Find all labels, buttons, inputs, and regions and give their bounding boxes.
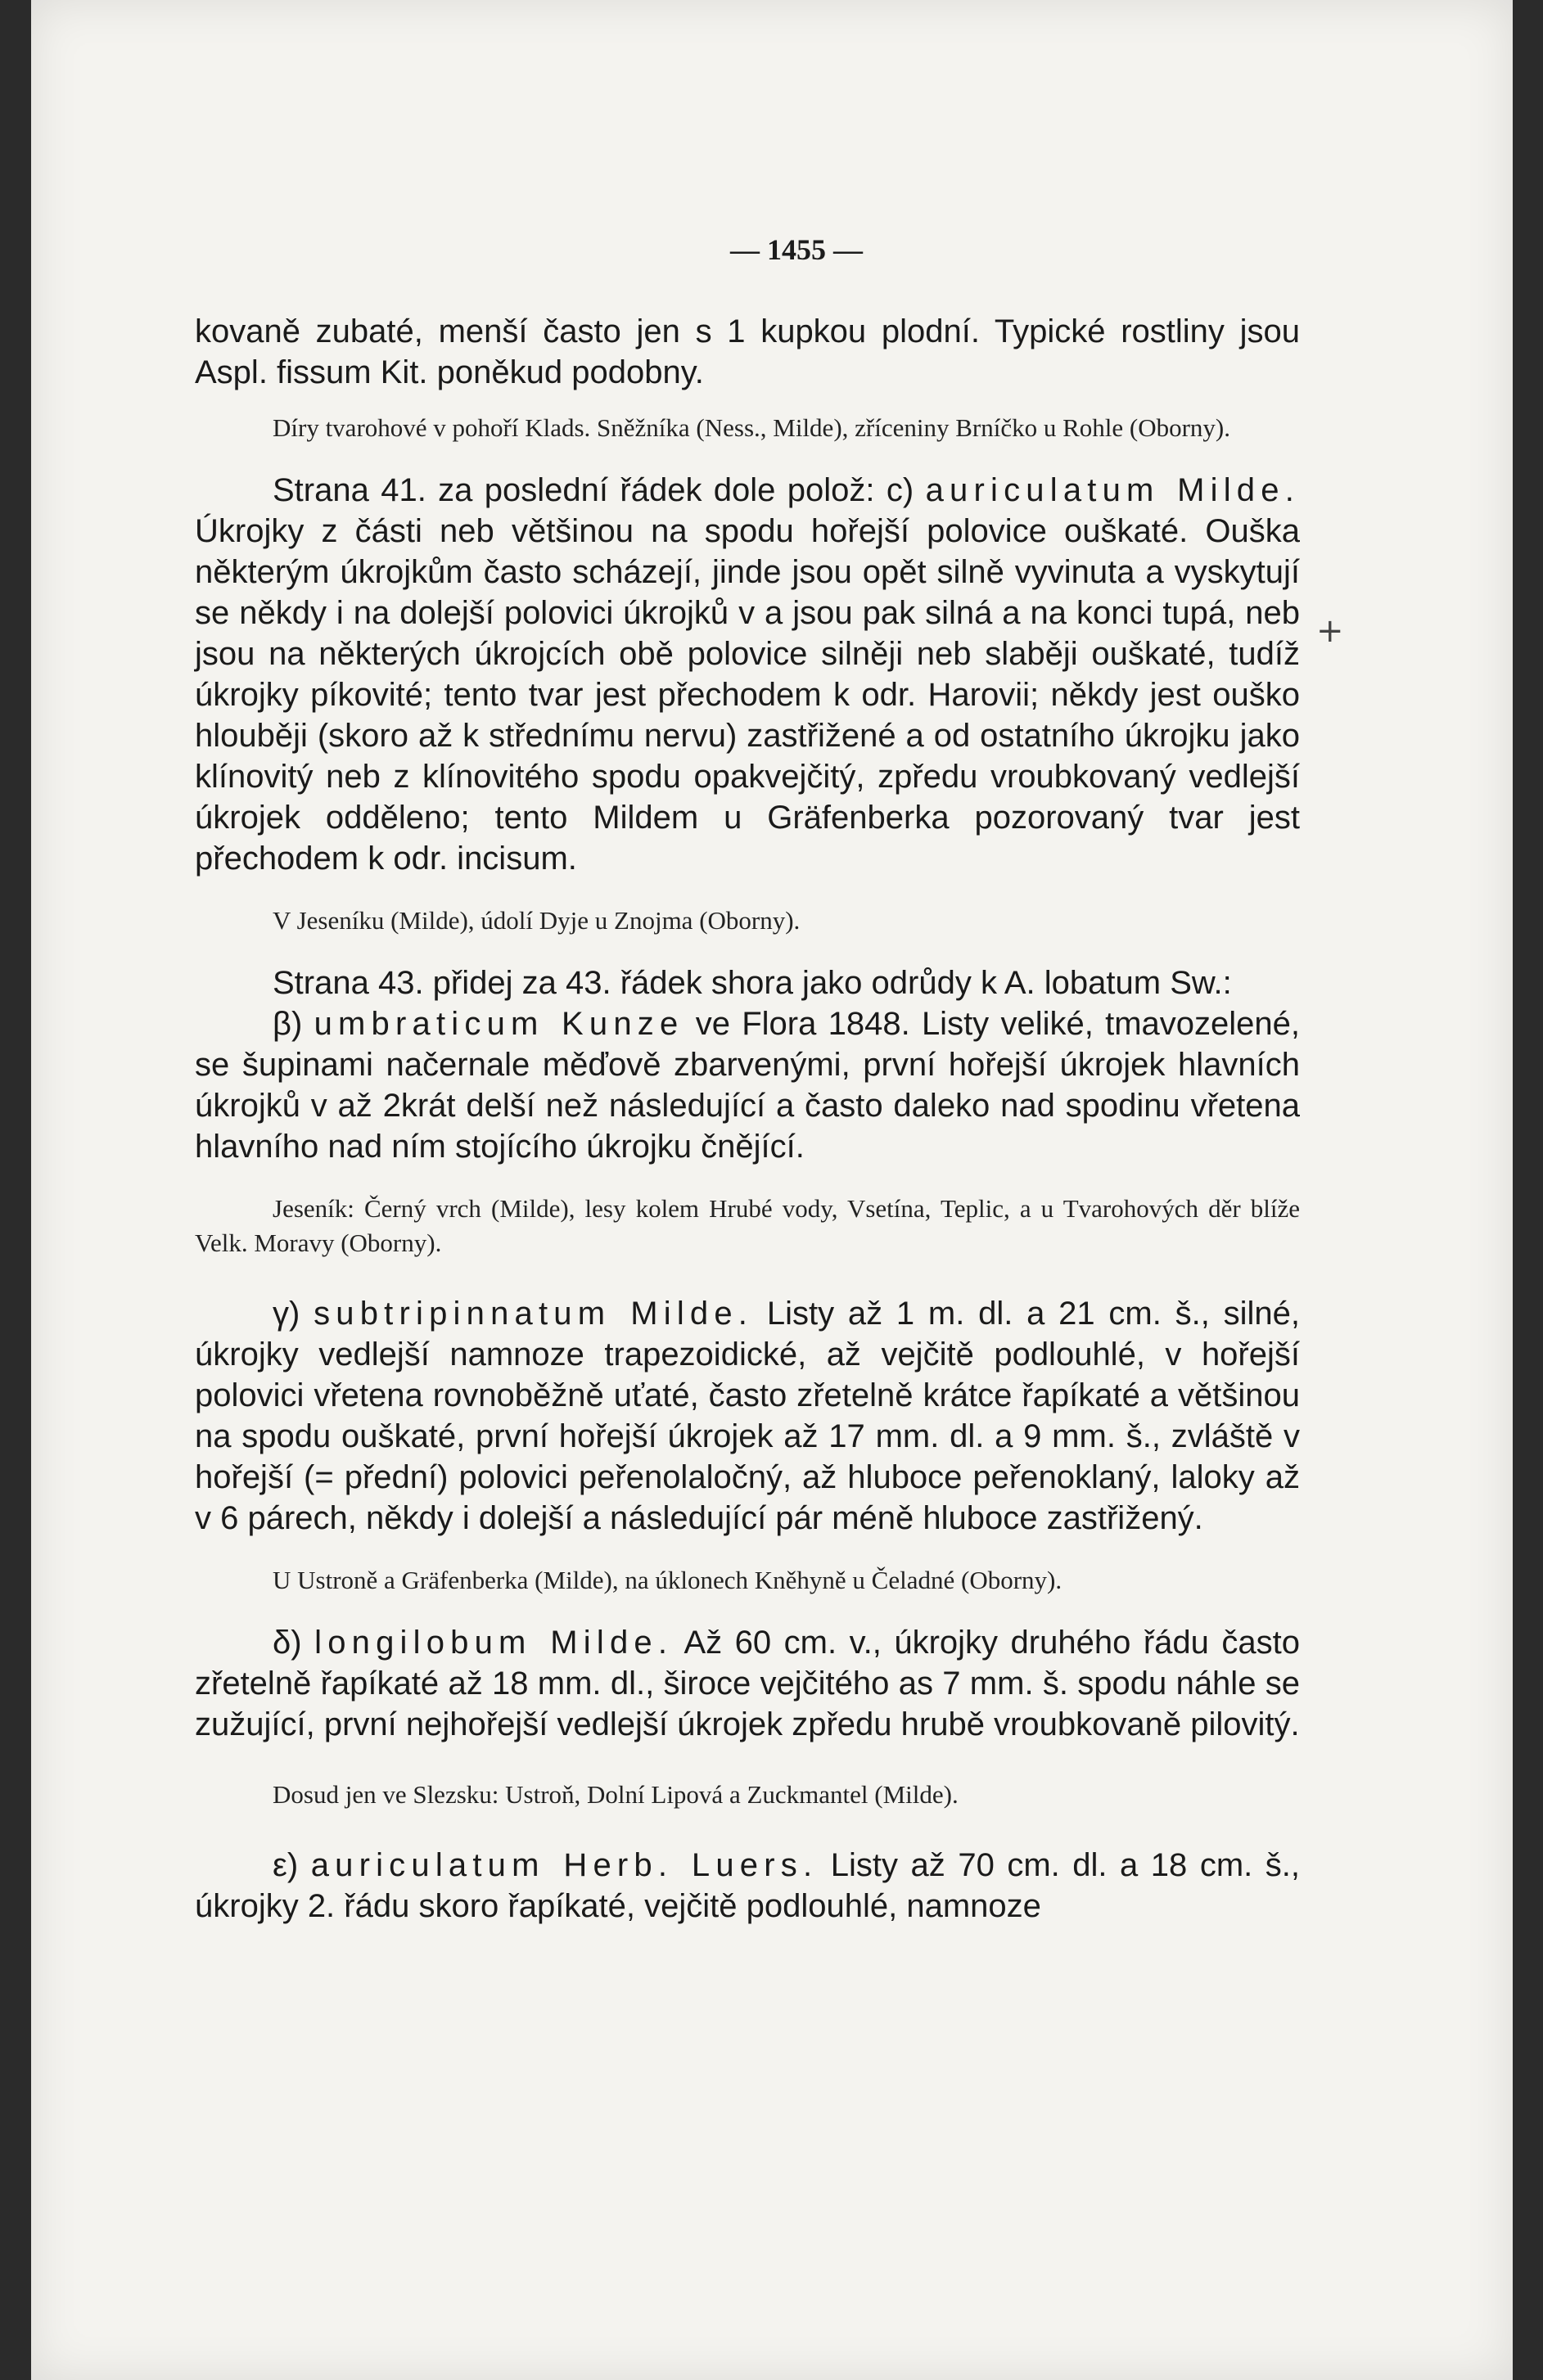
locality-note-3: Jeseník: Černý vrch (Milde), lesy kolem Hrubé vody, Vsetína, Teplic, a u Tvarohových děr blíže Velk. Moravy (Oborny).: [195, 1194, 1300, 1257]
paragraph-auriculatum-herb: [195, 1845, 1300, 1927]
locality-note-4: U Ustroně a Gräfenberka (Milde), na úklonech Kněhyně u Čeladné (Oborny).: [273, 1566, 1063, 1594]
paragraph-subtripinnatum: [195, 1293, 1300, 1539]
taxon-umbraticum: umbraticum Kunze: [314, 1006, 684, 1042]
taxon-subtripinnatum: subtripinnatum Milde.: [314, 1296, 754, 1332]
locality-note-5: Dosud jen ve Slezsku: Ustroň, Dolní Lipová a Zuckmantel (Milde).: [273, 1780, 959, 1809]
strana-41-ref: Strana 41. za poslední řádek dole polož: c): [273, 472, 914, 508]
label-delta: δ): [273, 1625, 302, 1661]
longilobum-description: Až 60 cm. v., úkrojky druhého řádu často zřetelně řapíkaté až 18 mm. dl., široce vejčitého as 7 mm. š. spodu náhle se zužující, první nejhořejší vedlejší úkrojek zpředu hrubě vroubkovaně pilovitý.: [195, 1625, 1300, 1742]
paragraph-umbraticum: [195, 1003, 1300, 1167]
locality-note-1: Díry tvarohové v pohoří Klads. Sněžníka (Ness., Milde), zříceniny Brníčko u Rohle (Oborny).: [273, 413, 1230, 442]
umbraticum-description: ve Flora 1848. Listy veliké, tmavozelené, se šupinami načernale měďově zbarvenými, první hořejší úkrojek hlavních úkrojků v až 2krát delší než následující a často daleko nad spodinu vřetena hlavního nad ním stojícího úkrojku čnějící.: [195, 1006, 1300, 1165]
auriculatum-herb-description: Listy až 70 cm. dl. a 18 cm. š., úkrojky 2. řádu skoro řapíkaté, vejčitě podlouhlé, namnoze: [195, 1847, 1300, 1924]
locality-note-2: V Jeseníku (Milde), údolí Dyje u Znojma (Oborny).: [273, 906, 801, 935]
auriculatum-description: Úkrojky z části neb většinou na spodu hořejší polovice ouškaté. Ouška některým úkrojkům často scházejí, jinde jsou opět silně vyvinuta a vyskytují se někdy i na dolejší polovici úkrojků v a jsou pak silná a na konci tupá, neb jsou na některých úkrojcích obě polovice silněji neb slaběji ouškaté, tudíž úkrojky píkovité; tento tvar jest přechodem k odr. Harovii; někdy jest ouško hlouběji (skoro až k střednímu nervu) zastřižené a od ostatního úkrojku jako klínovitý neb z klínovitého spodu opakvejčitý, zpředu vroubkovaný vedlejší úkrojek odděleno; tento Mildem u Gräfenberka pozorovaný tvar jest přechodem k odr. incisum.: [195, 513, 1300, 877]
paragraph-intro: kovaně zubaté, menší často jen s 1 kupkou plodní. Typické rostliny jsou Aspl. fissum Kit. poněkud podobny.: [195, 313, 1300, 390]
label-gamma: γ): [273, 1296, 300, 1332]
label-beta: β): [273, 1006, 303, 1042]
taxon-auriculatum-herb: auriculatum Herb. Luers.: [310, 1847, 819, 1883]
margin-correction-mark: +: [1316, 612, 1344, 650]
taxon-longilobum: longilobum Milde.: [314, 1625, 674, 1661]
subtripinnatum-description: Listy až 1 m. dl. a 21 cm. š., silné, úkrojky vedlejší namnoze trapezoidické, až vejčitě podlouhlé, v hořejší polovici vřetena rovnoběžně uťaté, často zřetelně krátce řapíkaté a většinou na spodu ouškaté, první hořejší úkrojek až 17 mm. dl. a 9 mm. š., zvláště v hořejší (= přední) polovici peřenolaločný, až hluboce peřenoklaný, laloky až v 6 párech, někdy i dolejší a následující pár méně hluboce zastřižený.: [195, 1296, 1300, 1536]
book-page: [31, 0, 1513, 2380]
page-body: [195, 311, 1300, 1927]
paragraph-auriculatum-milde: [195, 470, 1300, 879]
taxon-auriculatum-milde: auriculatum Milde.: [925, 472, 1301, 508]
paragraph-longilobum: [195, 1622, 1300, 1745]
page-number: — 1455 —: [730, 233, 863, 266]
strana-43-ref: Strana 43. přidej za 43. řádek shora jako odrůdy k A. lobatum Sw.:: [273, 965, 1232, 1001]
label-epsilon: ε): [273, 1847, 299, 1883]
